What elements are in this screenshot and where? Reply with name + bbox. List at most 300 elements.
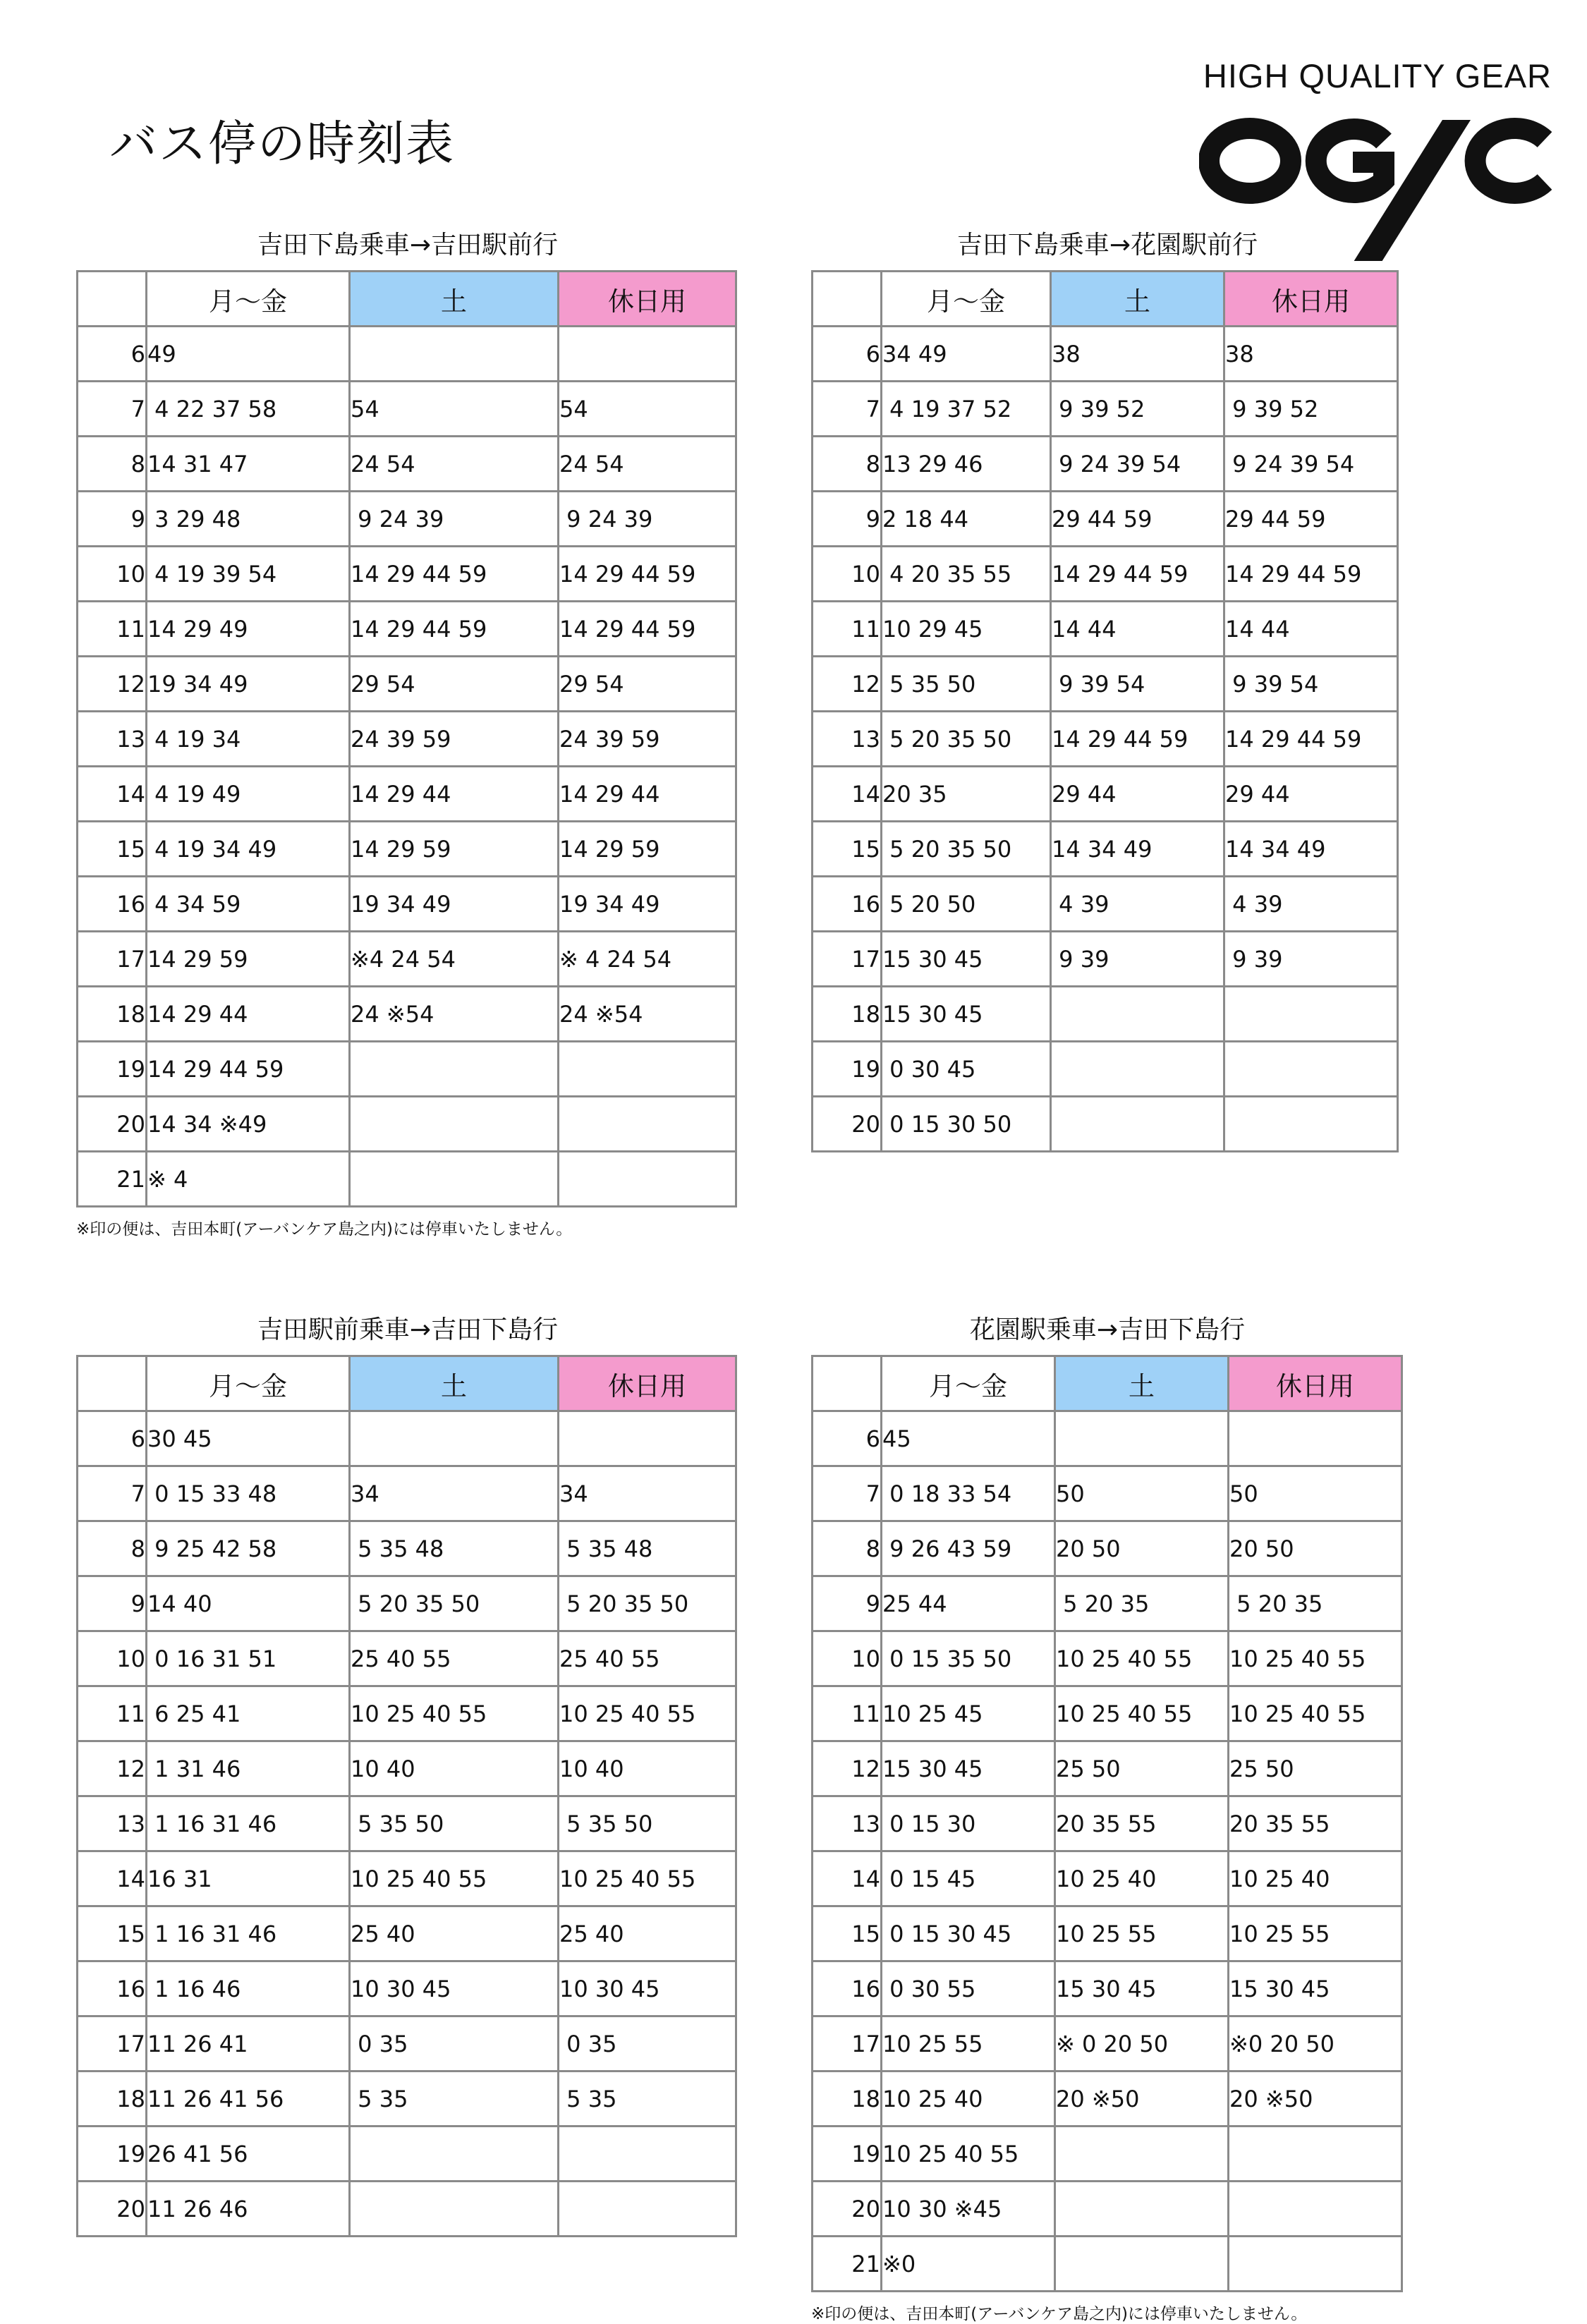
table-row [78, 2182, 736, 2237]
saturday-times: 20 50 [1055, 1521, 1229, 1576]
table-row [813, 1576, 1402, 1631]
holiday-times: 15 30 45 [1229, 1961, 1402, 2016]
saturday-times: 10 25 55 [1055, 1906, 1229, 1961]
table-row [78, 1686, 736, 1741]
table-row [813, 1042, 1398, 1097]
saturday-times: 14 44 [1051, 602, 1224, 657]
weekday-times: 4 22 37 58 [147, 382, 350, 437]
hour-cell: 6 [813, 327, 882, 382]
saturday-times [350, 1152, 559, 1207]
hour-cell: 15 [813, 822, 882, 877]
holiday-times: ※0 20 50 [1229, 2016, 1402, 2071]
holiday-times: 10 40 [559, 1741, 736, 1796]
hour-cell: 20 [813, 2182, 882, 2237]
saturday-times: 29 44 [1051, 767, 1224, 822]
weekday-times: 10 25 40 55 [882, 2127, 1055, 2182]
holiday-times: 34 [559, 1466, 736, 1521]
weekday-times: 10 30 ※45 [882, 2182, 1055, 2237]
weekday-times: 0 15 35 50 [882, 1631, 1055, 1686]
table-row [78, 382, 736, 437]
hour-cell: 15 [78, 1906, 147, 1961]
weekday-times: 4 19 49 [147, 767, 350, 822]
saturday-times [350, 2182, 559, 2237]
saturday-times: 5 35 48 [350, 1521, 559, 1576]
hour-cell: 19 [78, 2127, 147, 2182]
saturday-times [1051, 987, 1224, 1042]
table-row [813, 1411, 1402, 1466]
table-row [78, 1741, 736, 1796]
saturday-times: 10 25 40 [1055, 1851, 1229, 1906]
holiday-times [1229, 2182, 1402, 2237]
holiday-times [1229, 1411, 1402, 1466]
holiday-times [559, 2182, 736, 2237]
hour-cell: 13 [78, 712, 147, 767]
weekday-times: 4 19 34 49 [147, 822, 350, 877]
holiday-times: 14 29 59 [559, 822, 736, 877]
weekday-times: 1 16 46 [147, 1961, 350, 2016]
weekday-times: 1 16 31 46 [147, 1796, 350, 1851]
timetable-title: 吉田下島乗車→吉田駅前行 [257, 231, 559, 260]
weekday-times: 10 29 45 [882, 602, 1051, 657]
weekday-header: 月～金 [147, 272, 350, 327]
table-row [78, 932, 736, 987]
holiday-times: 5 20 35 50 [559, 1576, 736, 1631]
table-row [813, 657, 1398, 712]
header-row [78, 272, 736, 327]
table-row [813, 877, 1398, 932]
holiday-times: 10 30 45 [559, 1961, 736, 2016]
table-row [78, 1631, 736, 1686]
table-row [78, 1521, 736, 1576]
saturday-times: 34 [350, 1466, 559, 1521]
saturday-times: 54 [350, 382, 559, 437]
table-row [813, 1686, 1402, 1741]
table-row [813, 1097, 1398, 1152]
hour-cell: 6 [78, 327, 147, 382]
holiday-times: 4 39 [1224, 877, 1398, 932]
weekday-times: 49 [147, 327, 350, 382]
weekday-times: 20 35 [882, 767, 1051, 822]
holiday-times: 10 25 40 55 [559, 1686, 736, 1741]
hour-cell: 13 [813, 712, 882, 767]
saturday-times: ※ 0 20 50 [1055, 2016, 1229, 2071]
timetable-block [76, 1314, 739, 2237]
holiday-times: 38 [1224, 327, 1398, 382]
weekday-times: 5 20 50 [882, 877, 1051, 932]
timetable-note: ※印の便は、吉田本町(アーバンケア島之内)には停車いたしません。 [76, 1220, 573, 1239]
holiday-times [559, 1042, 736, 1097]
weekday-times: 45 [882, 1411, 1055, 1466]
saturday-times: 4 39 [1051, 877, 1224, 932]
table-row [813, 2237, 1402, 2292]
saturday-times: 9 39 54 [1051, 657, 1224, 712]
saturday-times: 19 34 49 [350, 877, 559, 932]
hour-cell: 8 [813, 1521, 882, 1576]
saturday-times: 14 29 44 59 [1051, 547, 1224, 602]
table-row [813, 2182, 1402, 2237]
weekday-times: 0 15 33 48 [147, 1466, 350, 1521]
weekday-times: 2 18 44 [882, 492, 1051, 547]
weekday-times: ※ 4 [147, 1152, 350, 1207]
hour-cell: 9 [78, 1576, 147, 1631]
saturday-times: 24 54 [350, 437, 559, 492]
holiday-times: 9 39 52 [1224, 382, 1398, 437]
table-row [813, 437, 1398, 492]
weekday-times: 5 20 35 50 [882, 712, 1051, 767]
holiday-times: 9 39 [1224, 932, 1398, 987]
weekday-header: 月～金 [147, 1356, 350, 1411]
timetable-title: 吉田下島乗車→花園駅前行 [956, 231, 1258, 260]
weekday-times: 1 16 31 46 [147, 1906, 350, 1961]
table-row [813, 602, 1398, 657]
table-row [78, 712, 736, 767]
table-row [78, 2016, 736, 2071]
saturday-times: 50 [1055, 1466, 1229, 1521]
holiday-times [1229, 2127, 1402, 2182]
table-row [813, 547, 1398, 602]
weekday-times: 26 41 56 [147, 2127, 350, 2182]
table-row [78, 877, 736, 932]
hour-cell: 11 [78, 1686, 147, 1741]
hour-cell: 21 [78, 1152, 147, 1207]
hour-header [78, 272, 147, 327]
saturday-times: 5 35 50 [350, 1796, 559, 1851]
holiday-times: 9 39 54 [1224, 657, 1398, 712]
holiday-times: 5 35 50 [559, 1796, 736, 1851]
table-row [78, 547, 736, 602]
weekday-times: 14 29 44 59 [147, 1042, 350, 1097]
table-row [813, 932, 1398, 987]
hour-cell: 8 [813, 437, 882, 492]
saturday-times: 20 ※50 [1055, 2071, 1229, 2127]
weekday-times: 5 20 35 50 [882, 822, 1051, 877]
holiday-times: 5 20 35 [1229, 1576, 1402, 1631]
weekday-times: 13 29 46 [882, 437, 1051, 492]
table-row [813, 382, 1398, 437]
weekday-times: 0 30 55 [882, 1961, 1055, 2016]
holiday-times [559, 2127, 736, 2182]
saturday-times: 25 40 55 [350, 1631, 559, 1686]
table-row [813, 1741, 1402, 1796]
hour-cell: 15 [78, 822, 147, 877]
holiday-times [1229, 2237, 1402, 2292]
holiday-times: 20 35 55 [1229, 1796, 1402, 1851]
table-row [78, 1466, 736, 1521]
saturday-times [350, 1042, 559, 1097]
saturday-times: 29 44 59 [1051, 492, 1224, 547]
hour-cell: 11 [813, 602, 882, 657]
timetable [76, 270, 737, 1207]
saturday-times: 10 40 [350, 1741, 559, 1796]
timetable-block [811, 1314, 1404, 2324]
saturday-header: 土 [1051, 272, 1224, 327]
saturday-header: 土 [350, 272, 559, 327]
weekday-times: 11 26 41 [147, 2016, 350, 2071]
table-row [78, 2127, 736, 2182]
holiday-times: 54 [559, 382, 736, 437]
hour-cell: 9 [813, 492, 882, 547]
weekday-times: 15 30 45 [882, 932, 1051, 987]
weekday-times: 5 35 50 [882, 657, 1051, 712]
saturday-times: 14 34 49 [1051, 822, 1224, 877]
saturday-times: 14 29 44 59 [350, 602, 559, 657]
hour-cell: 16 [78, 877, 147, 932]
holiday-header: 休日用 [559, 1356, 736, 1411]
hour-cell: 15 [813, 1906, 882, 1961]
holiday-times: 14 29 44 59 [1224, 547, 1398, 602]
hour-cell: 19 [78, 1042, 147, 1097]
saturday-times: 14 29 44 59 [1051, 712, 1224, 767]
holiday-times: 24 54 [559, 437, 736, 492]
table-row [813, 767, 1398, 822]
saturday-times [350, 327, 559, 382]
saturday-times [1051, 1042, 1224, 1097]
table-row [813, 712, 1398, 767]
hour-cell: 17 [813, 932, 882, 987]
weekday-times: 4 19 34 [147, 712, 350, 767]
saturday-times [1055, 2127, 1229, 2182]
timetable [76, 1355, 737, 2237]
saturday-times: 10 25 40 55 [1055, 1686, 1229, 1741]
weekday-header: 月～金 [882, 272, 1051, 327]
hour-cell: 19 [813, 1042, 882, 1097]
table-row [813, 1961, 1402, 2016]
table-row [78, 1796, 736, 1851]
weekday-times: 11 26 41 56 [147, 2071, 350, 2127]
hour-header [813, 1356, 882, 1411]
holiday-header: 休日用 [1224, 272, 1398, 327]
saturday-times: 25 50 [1055, 1741, 1229, 1796]
hour-cell: 16 [813, 1961, 882, 2016]
table-row [78, 492, 736, 547]
weekday-times: 1 31 46 [147, 1741, 350, 1796]
weekday-times: 16 31 [147, 1851, 350, 1906]
weekday-times: 11 26 46 [147, 2182, 350, 2237]
weekday-times: 14 40 [147, 1576, 350, 1631]
table-row [78, 437, 736, 492]
hour-cell: 18 [78, 2071, 147, 2127]
holiday-times: 25 40 55 [559, 1631, 736, 1686]
hour-cell: 6 [78, 1411, 147, 1466]
hour-cell: 7 [813, 1466, 882, 1521]
saturday-times: 9 39 52 [1051, 382, 1224, 437]
weekday-times: 25 44 [882, 1576, 1055, 1631]
table-row [78, 1042, 736, 1097]
hour-cell: 8 [78, 1521, 147, 1576]
timetable-note: ※印の便は、吉田本町(アーバンケア島之内)には停車いたしません。 [811, 2305, 1308, 2323]
hour-cell: 14 [78, 1851, 147, 1906]
hour-cell: 13 [813, 1796, 882, 1851]
weekday-times: 0 15 30 50 [882, 1097, 1051, 1152]
saturday-times: 9 24 39 [350, 492, 559, 547]
holiday-times: 5 35 48 [559, 1521, 736, 1576]
weekday-times: 0 16 31 51 [147, 1631, 350, 1686]
table-row [813, 822, 1398, 877]
saturday-times: 10 25 40 55 [350, 1851, 559, 1906]
weekday-times: 0 15 30 [882, 1796, 1055, 1851]
holiday-times: 19 34 49 [559, 877, 736, 932]
saturday-times [350, 1097, 559, 1152]
saturday-times [1051, 1097, 1224, 1152]
holiday-times: 9 24 39 [559, 492, 736, 547]
table-row [813, 2071, 1402, 2127]
hour-cell: 11 [78, 602, 147, 657]
weekday-times: 9 26 43 59 [882, 1521, 1055, 1576]
saturday-times [1055, 2182, 1229, 2237]
hour-cell: 21 [813, 2237, 882, 2292]
weekday-times: 0 15 30 45 [882, 1906, 1055, 1961]
hour-cell: 18 [78, 987, 147, 1042]
weekday-times: 19 34 49 [147, 657, 350, 712]
table-row [813, 492, 1398, 547]
weekday-times: 30 45 [147, 1411, 350, 1466]
hour-cell: 12 [78, 1741, 147, 1796]
hour-cell: 17 [78, 2016, 147, 2071]
table-row [813, 987, 1398, 1042]
weekday-times: 14 29 44 [147, 987, 350, 1042]
saturday-times [1055, 1411, 1229, 1466]
timetable-title: 吉田駅前乗車→吉田下島行 [257, 1315, 559, 1344]
holiday-times: 14 29 44 59 [1224, 712, 1398, 767]
weekday-times: 0 18 33 54 [882, 1466, 1055, 1521]
weekday-times: 6 25 41 [147, 1686, 350, 1741]
holiday-times: 10 25 40 55 [1229, 1686, 1402, 1741]
table-row [78, 657, 736, 712]
weekday-header: 月～金 [882, 1356, 1055, 1411]
header-row [813, 1356, 1402, 1411]
holiday-times: 25 50 [1229, 1741, 1402, 1796]
saturday-times: 9 39 [1051, 932, 1224, 987]
weekday-times: 4 20 35 55 [882, 547, 1051, 602]
holiday-times: 10 25 55 [1229, 1906, 1402, 1961]
hour-cell: 8 [78, 437, 147, 492]
saturday-times: 14 29 59 [350, 822, 559, 877]
weekday-times: 0 30 45 [882, 1042, 1051, 1097]
holiday-times: 0 35 [559, 2016, 736, 2071]
hour-cell: 7 [78, 1466, 147, 1521]
saturday-times: 10 30 45 [350, 1961, 559, 2016]
table-row [813, 2016, 1402, 2071]
hour-cell: 17 [78, 932, 147, 987]
hour-cell: 12 [78, 657, 147, 712]
weekday-times: 4 19 39 54 [147, 547, 350, 602]
table-row [78, 767, 736, 822]
weekday-times: 34 49 [882, 327, 1051, 382]
holiday-times: 14 29 44 [559, 767, 736, 822]
weekday-times: 10 25 40 [882, 2071, 1055, 2127]
hour-cell: 20 [813, 1097, 882, 1152]
hour-cell: 11 [813, 1686, 882, 1741]
table-row [78, 1152, 736, 1207]
hour-cell: 7 [813, 382, 882, 437]
hour-cell: 18 [813, 2071, 882, 2127]
timetable [811, 1355, 1403, 2292]
saturday-times [1055, 2237, 1229, 2292]
saturday-times: 24 39 59 [350, 712, 559, 767]
weekday-times: 10 25 55 [882, 2016, 1055, 2071]
table-row [78, 602, 736, 657]
holiday-times: 14 44 [1224, 602, 1398, 657]
holiday-times [559, 327, 736, 382]
table-row [78, 1961, 736, 2016]
table-row [78, 822, 736, 877]
holiday-header: 休日用 [559, 272, 736, 327]
hour-cell: 12 [813, 1741, 882, 1796]
hour-cell: 10 [78, 547, 147, 602]
table-row [78, 1906, 736, 1961]
holiday-times [559, 1152, 736, 1207]
holiday-times: 10 25 40 [1229, 1851, 1402, 1906]
table-row [813, 1631, 1402, 1686]
hour-cell: 10 [78, 1631, 147, 1686]
table-row [813, 1466, 1402, 1521]
timetable-block [811, 229, 1404, 1152]
table-row [78, 327, 736, 382]
weekday-times: 14 31 47 [147, 437, 350, 492]
header-row [813, 272, 1398, 327]
holiday-times [1224, 1097, 1398, 1152]
weekday-times: 14 29 49 [147, 602, 350, 657]
table-row [813, 1851, 1402, 1906]
holiday-times: 29 44 59 [1224, 492, 1398, 547]
holiday-times: 10 25 40 55 [559, 1851, 736, 1906]
holiday-times: 5 35 [559, 2071, 736, 2127]
hour-cell: 14 [78, 767, 147, 822]
hour-cell: 9 [813, 1576, 882, 1631]
holiday-times: 9 24 39 54 [1224, 437, 1398, 492]
weekday-times: 3 29 48 [147, 492, 350, 547]
page-title: バス停の時刻表 [109, 116, 456, 172]
timetable [811, 270, 1399, 1152]
table-row [78, 2071, 736, 2127]
saturday-times: 14 29 44 [350, 767, 559, 822]
table-row [78, 987, 736, 1042]
weekday-times: 4 19 37 52 [882, 382, 1051, 437]
holiday-header: 休日用 [1229, 1356, 1402, 1411]
saturday-times: 20 35 55 [1055, 1796, 1229, 1851]
weekday-times: 4 34 59 [147, 877, 350, 932]
weekday-times: 15 30 45 [882, 1741, 1055, 1796]
hour-header [813, 272, 882, 327]
table-row [78, 1411, 736, 1466]
saturday-times: 25 40 [350, 1906, 559, 1961]
hour-cell: 14 [813, 1851, 882, 1906]
holiday-times: 14 34 49 [1224, 822, 1398, 877]
hour-cell: 16 [78, 1961, 147, 2016]
weekday-times: 14 34 ※49 [147, 1097, 350, 1152]
hour-cell: 6 [813, 1411, 882, 1466]
table-row [78, 1097, 736, 1152]
hour-cell: 20 [78, 1097, 147, 1152]
hour-cell: 10 [813, 1631, 882, 1686]
hour-cell: 17 [813, 2016, 882, 2071]
holiday-times: 20 50 [1229, 1521, 1402, 1576]
weekday-times: 9 25 42 58 [147, 1521, 350, 1576]
hour-cell: 9 [78, 492, 147, 547]
hour-cell: 18 [813, 987, 882, 1042]
saturday-times: 24 ※54 [350, 987, 559, 1042]
weekday-times: ※0 [882, 2237, 1055, 2292]
hour-cell: 20 [78, 2182, 147, 2237]
holiday-times: 29 44 [1224, 767, 1398, 822]
weekday-times: 10 25 45 [882, 1686, 1055, 1741]
holiday-times: 24 39 59 [559, 712, 736, 767]
saturday-times: 14 29 44 59 [350, 547, 559, 602]
table-row [78, 1851, 736, 1906]
holiday-times: 24 ※54 [559, 987, 736, 1042]
holiday-times: 25 40 [559, 1906, 736, 1961]
holiday-times [559, 1411, 736, 1466]
